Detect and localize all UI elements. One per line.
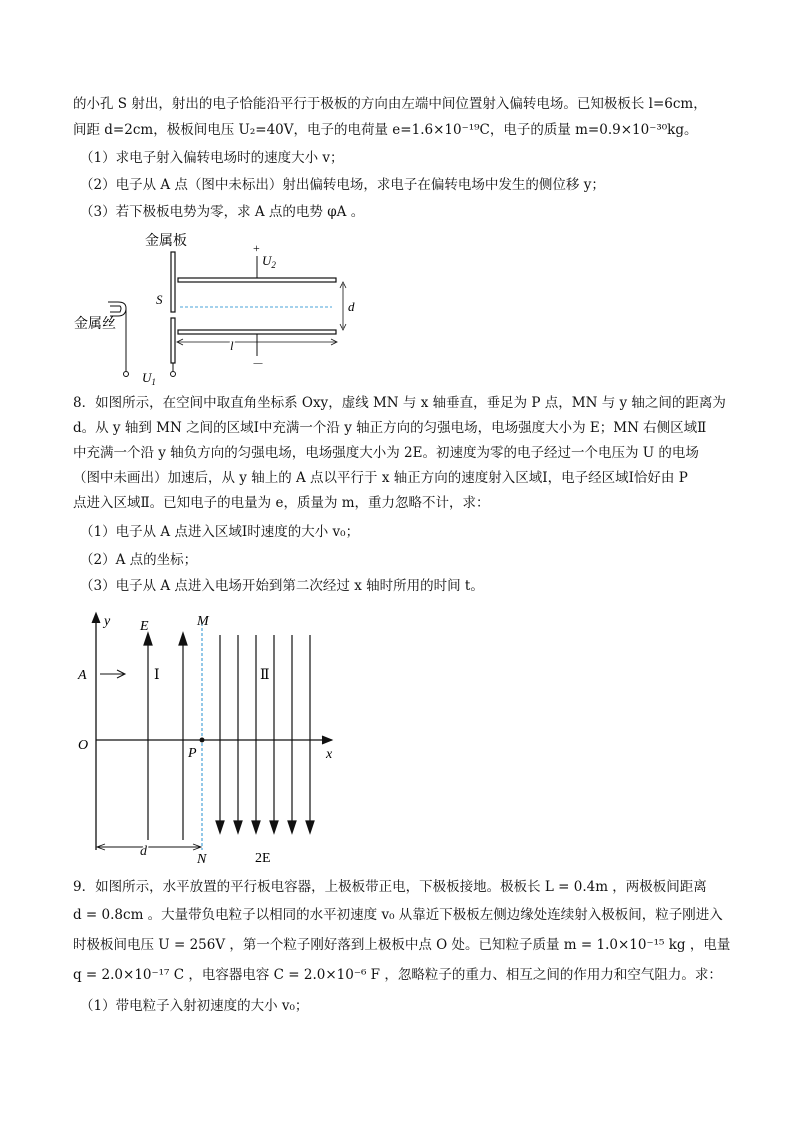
origin-label: O — [78, 738, 89, 753]
y-axis-label: y — [104, 614, 111, 629]
q8-line-1: 8．如图所示，在空间中取直角坐标系 Oxy，虚线 MN 与 x 轴垂直，垂足为 P 点，MN 与 y 轴之间的距离为 — [73, 395, 726, 411]
q7-subquestion-2: （2）电子从 A 点（图中未标出）射出偏转电场，求电子在偏转电场中发生的侧位移 y； — [80, 177, 605, 193]
E-label: E — [140, 619, 149, 634]
q7-line-2: 间距 d=2cm，极板间电压 U₂=40V，电子的电荷量 e=1.6×10⁻¹⁹C，电子的质量 m=0.9×10⁻³⁰kg。 — [73, 122, 698, 138]
q8-line-4: （图中未画出）加速后，从 y 轴上的 A 点以平行于 x 轴正方向的速度射入区域Ⅰ，电子经区域Ⅰ恰好由 P — [73, 470, 688, 486]
wire-label: 金属丝 — [74, 317, 116, 332]
u2-label: $U_2$ — [262, 253, 276, 270]
q8-subquestion-3: （3）电子从 A 点进入电场开始到第二次经过 x 轴时所用的时间 t。 — [80, 578, 484, 594]
metal-plate-label: 金属板 — [145, 234, 187, 249]
upper-deflection-plate — [178, 278, 336, 282]
plus-sign: + — [253, 241, 260, 255]
lower-deflection-plate — [178, 330, 336, 334]
P-label: P — [188, 746, 197, 761]
region-1-label: Ⅰ — [154, 668, 160, 683]
x-axis-label: x — [326, 747, 333, 762]
q9-line-2: d = 0.8cm 。大量带负电粒子以相同的水平初速度 v₀ 从靠近下极板左侧边缘处连续射入极板间，粒子刚进入 — [73, 907, 723, 923]
q8-line-5: 点进入区域Ⅱ。已知电子的电量为 e，质量为 m，重力忽略不计，求： — [73, 495, 490, 511]
l-label: l — [230, 338, 234, 353]
q9-line-1: 9．如图所示，水平放置的平行板电容器，上极板带正电，下极板接地。极板长 L = 0.4m ，两极板间距离 — [73, 879, 707, 895]
region-2-field-lines — [216, 635, 314, 833]
q9-line-3: 时极板间电压 U = 256V ，第一个粒子刚好落到上极板中点 O 处。已知粒子质量 m = 1.0×10⁻¹⁵ kg ，电量 — [73, 937, 731, 953]
A-label: A — [78, 668, 87, 683]
d-dimension-label: d — [140, 844, 147, 859]
M-label: M — [197, 614, 209, 629]
q8-field-figure — [70, 605, 350, 870]
2E-label: 2E — [255, 851, 271, 866]
metal-plate-upper — [171, 252, 175, 312]
d-label: d — [348, 299, 355, 314]
region-2-label: Ⅱ — [260, 668, 270, 683]
q8-line-3: 中充满一个沿 y 轴负方向的匀强电场，电场强度大小为 2E。初速度为零的电子经过一个电压为 U 的电场 — [73, 445, 699, 461]
metal-plate-lower — [171, 318, 175, 363]
P-point — [200, 738, 205, 743]
q9-subquestion-1: （1）带电粒子入射初速度的大小 v₀； — [80, 998, 309, 1014]
q8-subquestion-1: （1）电子从 A 点进入区域Ⅰ时速度的大小 v₀； — [80, 524, 360, 540]
q8-line-2: d。从 y 轴到 MN 之间的区域Ⅰ中充满一个沿 y 轴正方向的匀强电场，电场强度大小为 E；MN 右侧区域Ⅱ — [73, 420, 707, 436]
N-label: N — [197, 852, 207, 867]
q8-subquestion-2: （2）A 点的坐标； — [80, 552, 198, 568]
region-1-field-lines — [144, 633, 187, 840]
minus-sign: － — [252, 357, 265, 371]
q9-line-4: q = 2.0×10⁻¹⁷ C ，电容器电容 C = 2.0×10⁻⁶ F ，忽略粒子的重力、相互之间的作用力和空气阻力。求： — [73, 967, 722, 983]
q7-subquestion-3: （3）若下极板电势为零，求 A 点的电势 φA 。 — [80, 204, 365, 220]
u1-label: $U_1$ — [142, 370, 156, 387]
hole-s-label: S — [156, 292, 163, 307]
q7-subquestion-1: （1）求电子射入偏转电场时的速度大小 v； — [80, 150, 344, 166]
q7-deflection-figure — [60, 228, 370, 388]
q7-line-1: 的小孔 S 射出，射出的电子恰能沿平行于极板的方向由左端中间位置射入偏转电场。已知极板长 l=6cm， — [73, 96, 707, 112]
